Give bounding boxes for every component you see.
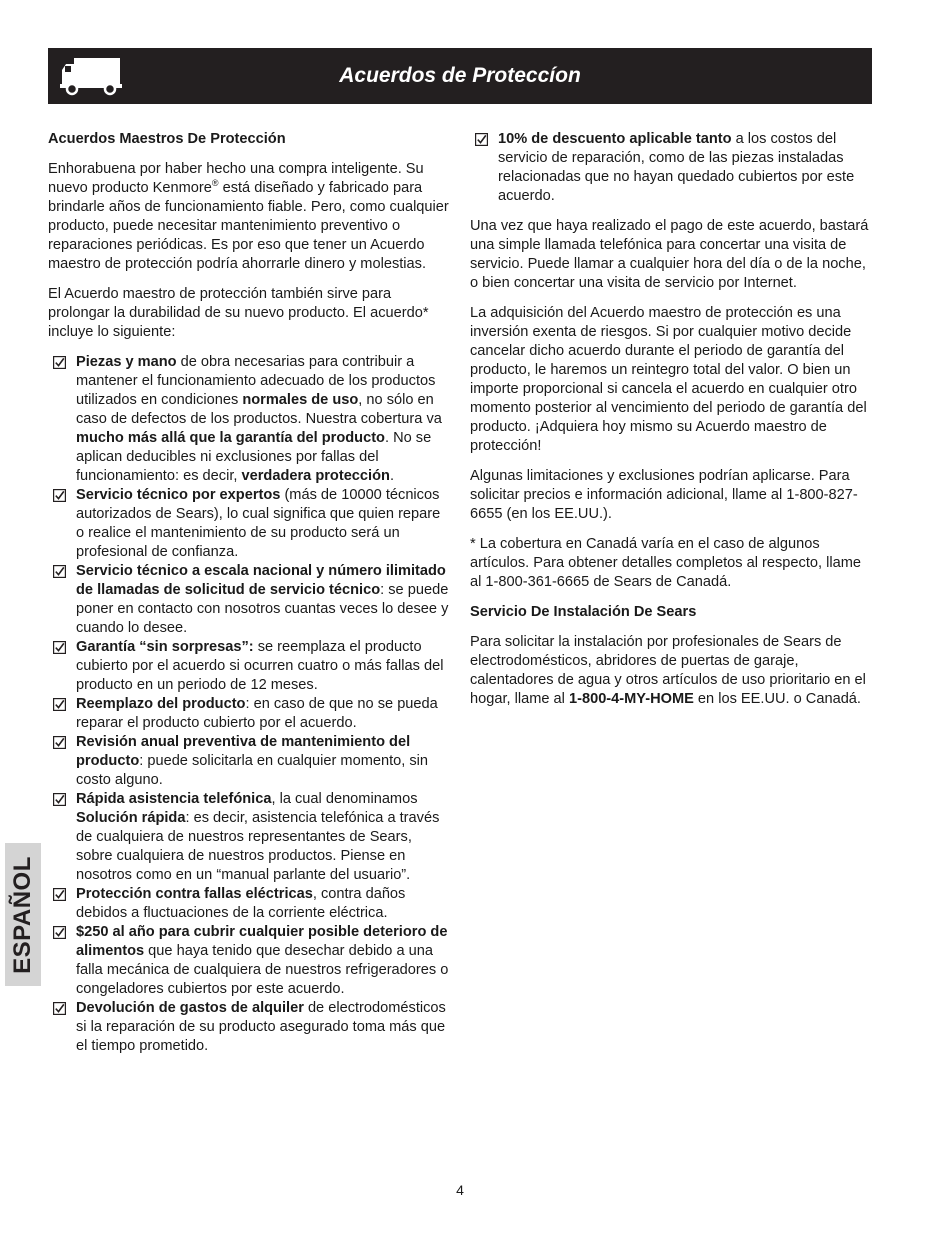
list-item: Reemplazo del producto: en caso de que no se pueda reparar el producto cubierto por el acuerdo. — [48, 695, 450, 733]
right-column — [470, 130, 874, 720]
paragraph-limitations: Algunas limitaciones y exclusiones podrían aplicarse. Para solicitar precios e información adicional, llame al 1-800-827-6655 (en los EE.UU.). — [470, 468, 858, 522]
language-side-tab — [5, 843, 41, 986]
checkbox-checked-icon — [53, 736, 66, 749]
checkbox-checked-icon — [53, 888, 66, 901]
checkbox-checked-icon — [53, 641, 66, 654]
list-item: Servicio técnico por expertos (más de 10000 técnicos autorizados de Sears), lo cual significa que quien repare o realice el mantenimiento de su producto será un profesional de confianza. — [48, 486, 450, 562]
paragraph-installation: Para solicitar la instalación por profesionales de Sears de electrodomésticos, abridores de puertas de garaje, calentadores de agua y otros artículos de uso prioritario en el hogar, llame al 1-800-4-MY-HOME en los EE.UU. o Canadá. — [470, 634, 866, 707]
list-item: 10% de descuento aplicable tanto a los costos del servicio de reparación, como de las piezas instaladas relacionadas que no hayan quedado cubiertos por este acuerdo. — [470, 130, 874, 206]
list-item: Revisión anual preventiva de mantenimiento del producto: puede solicitarla en cualquier momento, sin costo alguno. — [48, 733, 450, 790]
benefits-list-continued — [470, 130, 874, 206]
list-item: Rápida asistencia telefónica, la cual denominamos Solución rápida: es decir, asistencia telefónica a través de cualquiera de nuestros representantes de Sears, sobre cualquiera de nuestros productos. Piense en nosotros como en un “manual parlante del usuario”. — [48, 790, 450, 885]
page-number: 4 — [456, 1182, 464, 1198]
checkbox-checked-icon — [475, 133, 488, 146]
paragraph-canada-note: * La cobertura en Canadá varía en el caso de algunos artículos. Para obtener detalles completos al respecto, llame al 1-800-361-6665 de Sears de Canadá. — [470, 536, 861, 590]
intro-paragraph: Enhorabuena por haber hecho una compra inteligente. Su nuevo producto Kenmore® está diseñado y fabricado para brindarle años de funcionamiento fiable. Pero, como cualquier producto, puede necesitar mantenimiento preventivo o reparaciones periódicas. Es por eso que tener un Acuerdo maestro de protección podría ahorrarle dinero y molestias. — [48, 161, 449, 272]
list-item: Protección contra fallas eléctricas, contra daños debidos a fluctuaciones de la corriente eléctrica. — [48, 885, 450, 923]
section-heading: Acuerdos Maestros De Protección — [48, 131, 286, 147]
paragraph-risk-free: La adquisición del Acuerdo maestro de protección es una inversión exenta de riesgos. Si por cualquier motivo decide cancelar dicho acuerdo durante el periodo de garantía del producto, le haremos un reintegro total del valor. O bien un importe proporcional si cancela el acuerdo en cualquier otro momento posterior al vencimiento del periodo de garantía del producto. ¡Adquiera hoy mismo su Acuerdo maestro de protección! — [470, 305, 867, 454]
section-heading-installation: Servicio De Instalación De Sears — [470, 604, 697, 620]
checkbox-checked-icon — [53, 489, 66, 502]
list-item: Servicio técnico a escala nacional y número ilimitado de llamadas de solicitud de servicio técnico: se puede poner en contacto con nosotros cuantas veces lo desee y cuando lo desee. — [48, 562, 450, 638]
page-title: Acuerdos de Proteccíon — [339, 64, 581, 87]
list-item: Piezas y mano de obra necesarias para contribuir a mantener el funcionamiento adecuado de los productos utilizados en condiciones normales de uso, no sólo en caso de defectos de los productos. Nuestra cobertura va mucho más allá que la garantía del producto. No se aplican deducibles ni exclusiones por fallas del funcionamiento: es decir, verdadera protección. — [48, 353, 450, 486]
checkbox-checked-icon — [53, 698, 66, 711]
list-item: Garantía “sin sorpresas”: se reemplaza el producto cubierto por el acuerdo si ocurren cuatro o más fallas del producto en un periodo de 12 meses. — [48, 638, 450, 695]
intro-paragraph-2: El Acuerdo maestro de protección también sirve para prolongar la durabilidad de su nuevo producto. El acuerdo* incluye lo siguiente: — [48, 286, 429, 340]
checkbox-checked-icon — [53, 1002, 66, 1015]
checkbox-checked-icon — [53, 793, 66, 806]
checkbox-checked-icon — [53, 565, 66, 578]
paragraph-service-call: Una vez que haya realizado el pago de este acuerdo, bastará una simple llamada telefónica para concertar una visita de servicio. Puede llamar a cualquier hora del día o de la noche, o bien concertar una visita de servicio por Internet. — [470, 218, 869, 291]
left-column — [48, 130, 450, 1067]
checkbox-checked-icon — [53, 356, 66, 369]
list-item: Devolución de gastos de alquiler de electrodomésticos si la reparación de su producto asegurado toma más que el tiempo prometido. — [48, 999, 450, 1056]
list-item: $250 al año para cubrir cualquier posible deterioro de alimentos que haya tenido que desechar debido a una falla mecánica de cualquiera de nuestros refrigeradores o congeladores cubiertos por este acuerdo. — [48, 923, 450, 999]
header-bar — [48, 48, 872, 104]
language-label: ESPAÑOL — [9, 855, 36, 974]
checkbox-checked-icon — [53, 926, 66, 939]
benefits-list — [48, 353, 450, 1056]
